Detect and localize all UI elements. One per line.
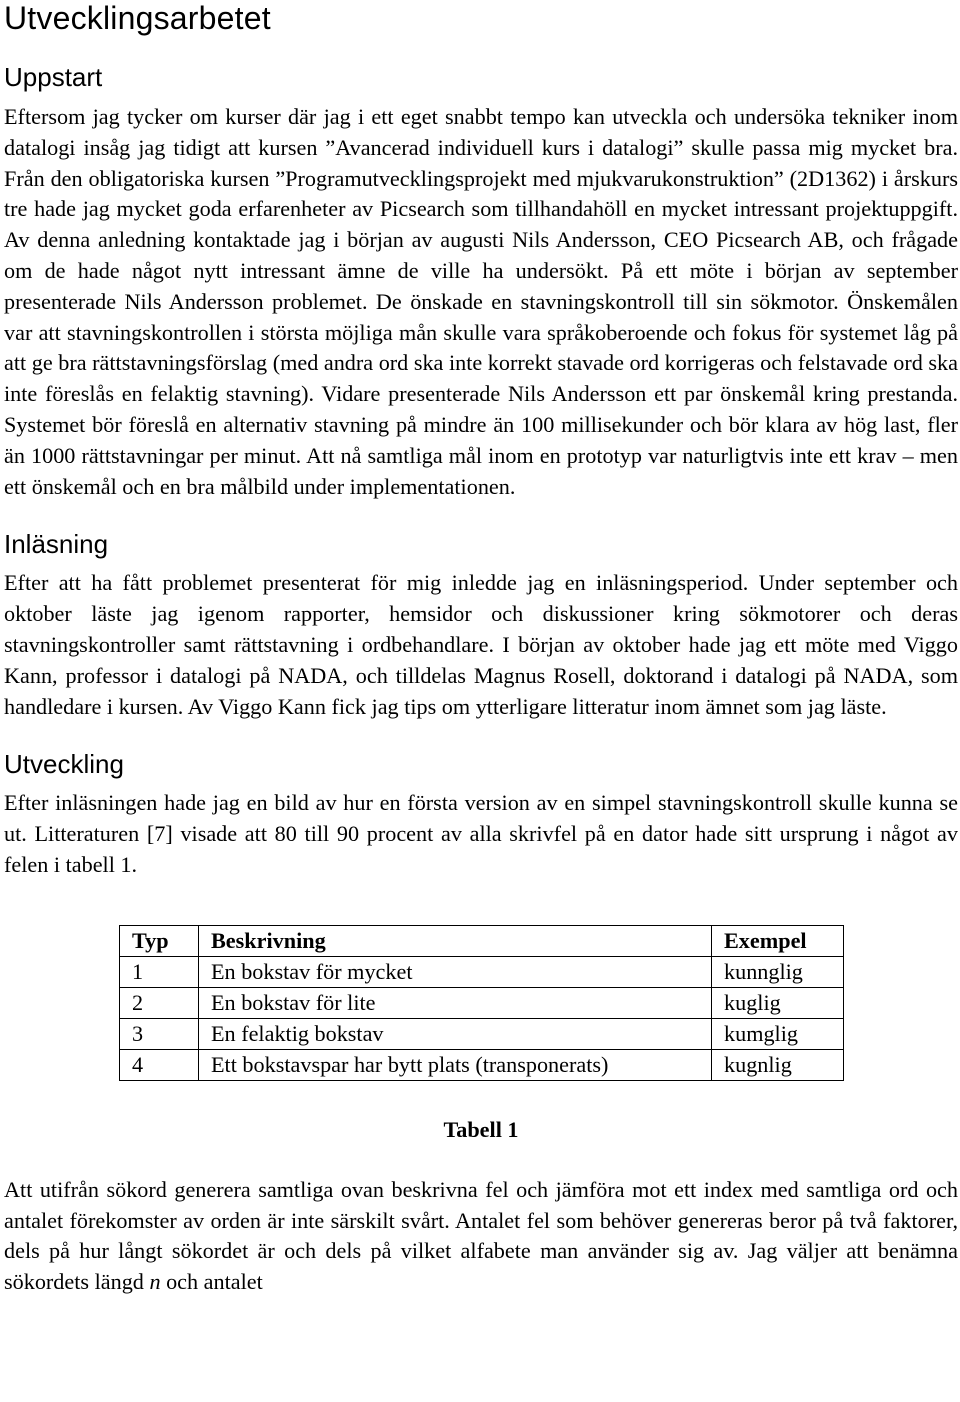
- header-beskrivning: Beskrivning: [199, 925, 712, 956]
- cell-exempel: kunnglig: [712, 956, 844, 987]
- table-row: [120, 1049, 844, 1080]
- cell-typ: 4: [120, 1049, 199, 1080]
- variable-n: n: [149, 1269, 161, 1295]
- error-types-table: [119, 925, 844, 1081]
- text-after-variable: och antalet: [166, 1269, 263, 1295]
- cell-typ: 2: [120, 987, 199, 1018]
- cell-beskrivning: En felaktig bokstav: [199, 1018, 712, 1049]
- text-before-variable: Att utifrån sökord generera samtliga ovan beskrivna fel och jämföra mot ett index med samtliga ord och antalet förekomster av orden är inte särskilt svårt. Antalet fel som behöver genereras beror på två faktorer, dels på hur långt sökordet är och dels på vilket alfabete man använder sig av. Jag väljer att benämna sökordets längd: [4, 1176, 958, 1295]
- paragraph-inlasning: Efter att ha fått problemet presenterat för mig inledde jag en inläsningsperiod. Under september och oktober läste jag igenom rapporter, hemsidor och diskussioner kring sökmotorer och deras stavningskontroller samt rättstavning i ordbehandlare. I början av oktober hade jag ett möte med Viggo Kann, professor i datalogi på NADA, och tilldelas Magnus Rosell, doktorand i datalogi på NADA, som handledare i kursen. Av Viggo Kann fick jag tips om ytterligare litteratur inom ämnet som jag läste.: [4, 570, 958, 719]
- cell-exempel: kuglig: [712, 987, 844, 1018]
- page-title: Utvecklingsarbetet: [4, 0, 271, 36]
- table-row: [120, 1018, 844, 1049]
- heading-inlasning: Inläsning: [4, 529, 109, 560]
- paragraph-utveckling: Efter inläsningen hade jag en bild av hur en första version av en simpel stavningskontroll skulle kunna se ut. Litteraturen [7] visade att 80 till 90 procent av alla skrivfel på en dator hade sitt ursprung i något av felen i tabell 1.: [4, 790, 958, 877]
- cell-exempel: kugnlig: [712, 1049, 844, 1080]
- table-row: [120, 956, 844, 987]
- header-typ: Typ: [120, 925, 199, 956]
- cell-exempel: kumglig: [712, 1018, 844, 1049]
- heading-uppstart: Uppstart: [4, 62, 103, 92]
- paragraph-after-table: [4, 1175, 958, 1298]
- cell-beskrivning: En bokstav för mycket: [199, 956, 712, 987]
- cell-typ: 3: [120, 1018, 199, 1049]
- heading-utveckling: Utveckling: [4, 749, 124, 780]
- table-header-row: [120, 925, 844, 956]
- header-exempel: Exempel: [712, 925, 844, 956]
- cell-typ: 1: [120, 956, 199, 987]
- table-caption: Tabell 1: [443, 1116, 519, 1142]
- table-row: [120, 987, 844, 1018]
- paragraph-uppstart: Eftersom jag tycker om kurser där jag i ett eget snabbt tempo kan utveckla och undersöka tekniker inom datalogi insåg jag tidigt att kursen ”Avancerad individuell kurs i datalogi” skulle passa mig mycket bra. Från den obligatoriska kursen ”Programutvecklingsprojekt med mjukvarukonstruktion” (2D1362) i årskurs tre hade jag mycket goda erfarenheter av Picsearch som tillhandahöll en mycket intressant projektuppgift. Av denna anledning kontaktade jag i början av augusti Nils Andersson, CEO Picsearch AB, och frågade om de hade något nytt intressant ämne de ville ha undersökt. På ett möte i början av september presenterade Nils Andersson problemet. De önskade en stavningskontroll till sin sökmotor. Önskemålen var att stavningskontrollen i största möjliga mån skulle vara språkoberoende och fokus för systemet låg på att ge bra rättstavningsförslag (med andra ord ska inte korrekt stavade ord korrigeras och felstavade ord ska inte föreslås en felaktig stavning). Vidare presenterade Nils Andersson ett par önskemål kring prestanda. Systemet bör föreslå en alternativ stavning på mindre än 100 millisekunder och bör klara av hög last, fler än 1000 rättstavningar per minut. Att nå samtliga mål inom en prototyp var naturligtvis inte ett krav – men ett önskemål och en bra målbild under implementationen.: [4, 104, 958, 499]
- document-page: [4, 0, 958, 1298]
- cell-beskrivning: En bokstav för lite: [199, 987, 712, 1018]
- cell-beskrivning: Ett bokstavspar har bytt plats (transponerats): [199, 1049, 712, 1080]
